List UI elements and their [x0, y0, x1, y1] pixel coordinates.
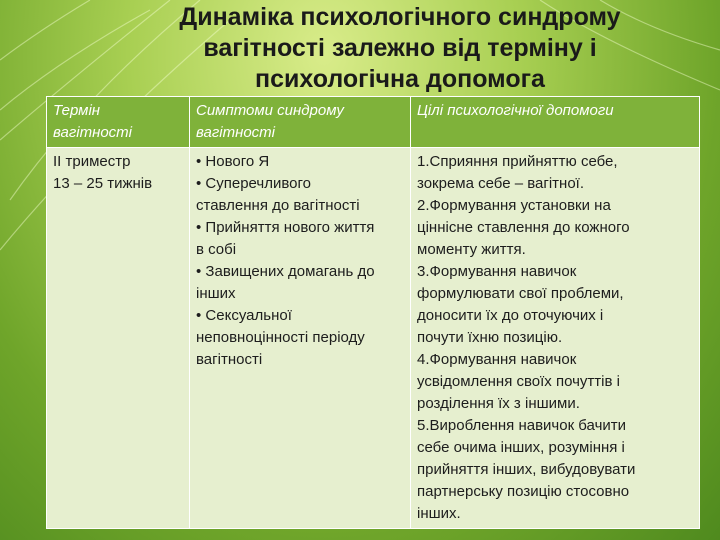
title-line: вагітності залежно від терміну і	[203, 34, 597, 62]
symptoms-table	[46, 96, 700, 529]
header-goals: Цілі психологічної допомоги	[411, 97, 700, 148]
table-row	[47, 148, 700, 529]
table-header-row	[47, 97, 700, 148]
title-line: Динаміка психологічного синдрому	[179, 3, 621, 31]
cell-term: ІІ триместр 13 – 25 тижнів	[47, 148, 190, 529]
header-term: Термін вагітності	[47, 97, 190, 148]
cell-goals: 1.Сприяння прийняттю себе, зокрема себе – вагітної. 2.Формування установки на ціннісне ставлення до кожного моменту життя. 3.Формування навичок формулювати свої проблеми, доносити їх до оточуючих і почути їхню позицію. 4.Формування навичок усвідомлення своїх почуттів і розділення їх з іншими. 5.Вироблення навичок бачити себе очима інших, розуміння і прийняття інших, вибудовувати партнерську позицію стосовно інших.	[411, 148, 700, 529]
cell-symptoms: • Нового Я • Суперечливого ставлення до вагітності • Прийняття нового життя в собі • Завищених домагань до інших • Сексуальної неповноцінності періоду вагітності	[190, 148, 411, 529]
page-title	[100, 2, 700, 95]
title-line: психологічна допомога	[255, 65, 545, 93]
header-symptoms: Симптоми синдрому вагітності	[190, 97, 411, 148]
